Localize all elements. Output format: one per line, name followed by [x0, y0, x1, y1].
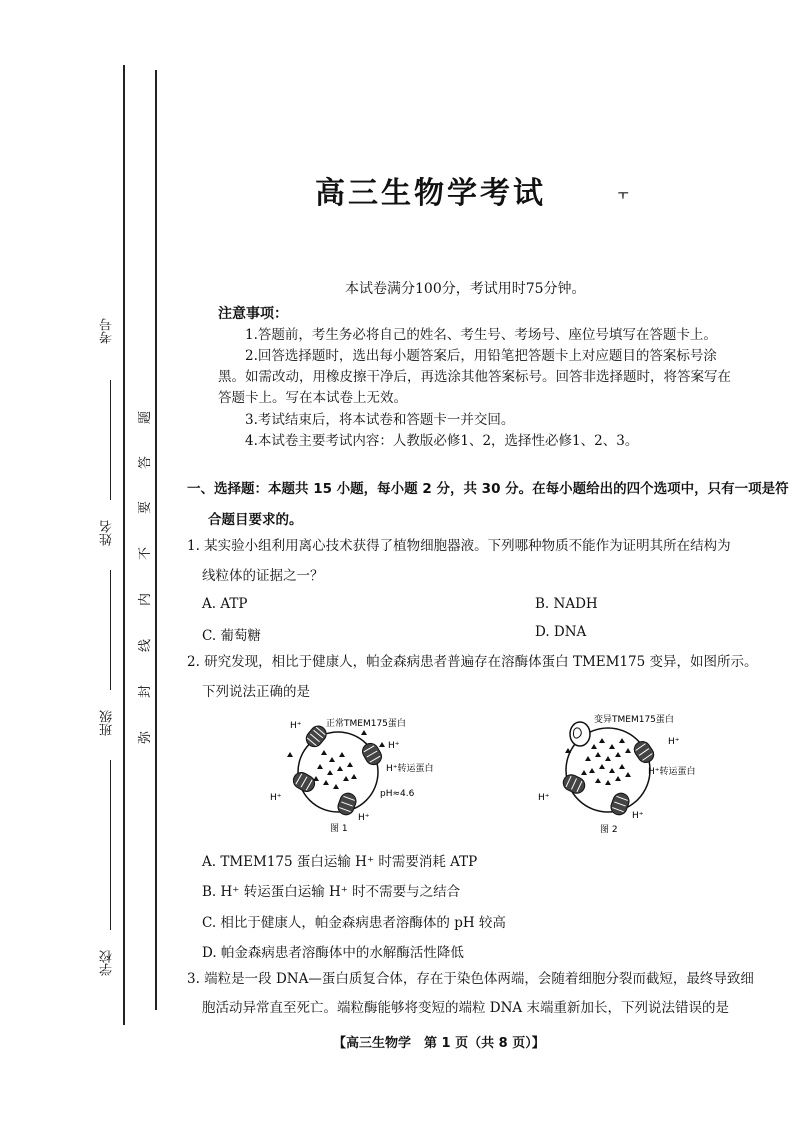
notes-line: 答题卡上。写在本试卷上无效。	[218, 390, 407, 406]
seal-char: 内	[138, 592, 154, 607]
q2-stem-cont: 下列说法正确的是	[202, 684, 310, 700]
q3-stem: 3. 端粒是一段 DNA—蛋白质复合体，存在于染色体两端，会随着细胞分裂而截短，最终导致细	[187, 971, 754, 987]
h-transporter-icon	[561, 772, 588, 796]
fig2-caption: 图 2	[600, 825, 618, 835]
page-footer: 【高三生物学 第 1 页（共 8 页）】	[333, 1036, 545, 1051]
q3-stem-cont: 胞活动异常直至死亡。端粒酶能够将变短的端粒 DNA 末端重新加长，下列说法错误的是	[202, 1000, 729, 1016]
fig1-h-label: H⁺	[270, 793, 282, 803]
notes-line: 1.答题前，考生务必将自己的姓名、考生号、考场号、座位号填写在答题卡上。	[245, 327, 717, 343]
notes-line: 3.考试结束后，将本试卷和答题卡一并交回。	[245, 412, 515, 428]
class-line[interactable]	[110, 760, 111, 930]
fig1-ph-label: pH≈4.6	[380, 789, 415, 799]
seal-char: 线	[138, 638, 154, 653]
q2-stem: 2. 研究发现，相比于健康人，帕金森病患者普遍存在溶酶体蛋白 TMEM175 变异，如图所示。	[187, 654, 758, 670]
seal-char: 答	[138, 455, 154, 470]
notes-heading: 注意事项：	[218, 306, 288, 322]
fig1-normal-protein-label: 正常TMEM175蛋白	[326, 719, 406, 729]
fig2-transporter-label: H⁺转运蛋白	[648, 767, 696, 777]
fig2-h-label: H⁺	[632, 811, 644, 821]
section-heading-cont: 合题目要求的。	[208, 512, 303, 528]
q1-option-a[interactable]: A. ATP	[202, 596, 248, 612]
scan-mark-icon: ᠇	[617, 182, 630, 206]
page-title: 高三生物学考试	[315, 176, 546, 211]
q2-option-c[interactable]: C. 相比于健康人，帕金森病患者溶酶体的 pH 较高	[202, 915, 506, 931]
fig2-h-label: H⁺	[668, 737, 680, 747]
exam-subtitle: 本试卷满分100分，考试用时75分钟。	[345, 281, 586, 297]
h-transporter-icon	[336, 791, 359, 817]
exam-number-label: 考号	[100, 318, 115, 344]
q1-option-b[interactable]: B. NADH	[535, 596, 598, 612]
seal-char: 题	[138, 410, 154, 425]
notes-line: 黑。如需改动，用橡皮擦干净后，再选涂其他答案标号。回答非选择题时，将答案写在	[218, 369, 731, 385]
seal-char: 封	[138, 684, 154, 699]
q2-option-b[interactable]: B. H⁺ 转运蛋白运输 H⁺ 时不需要与之结合	[202, 884, 461, 900]
h-transporter-icon	[631, 738, 657, 765]
fig1-h-label: H⁺	[358, 813, 370, 823]
q2-option-a[interactable]: A. TMEM175 蛋白运输 H⁺ 时需要消耗 ATP	[202, 854, 478, 870]
q2-option-d[interactable]: D. 帕金森病患者溶酶体中的水解酶活性降低	[202, 945, 464, 961]
fig2-h-label: H⁺	[538, 793, 550, 803]
section-heading: 一、选择题：本题共 15 小题，每小题 2 分，共 30 分。在每小题给出的四个选项中，只有一项是符	[187, 481, 789, 497]
name-label: 姓名	[100, 520, 115, 546]
class-label: 班级	[100, 710, 115, 736]
fig1-h-label: H⁺	[290, 721, 302, 731]
q1-stem: 1. 某实验小组利用离心技术获得了植物细胞器液。下列哪种物质不能作为证明其所在结构为	[187, 538, 731, 554]
figure-1-lysosome	[262, 712, 447, 837]
binding-line-left	[123, 65, 125, 1025]
fig1-caption: 图 1	[330, 824, 348, 834]
q1-stem-cont: 线粒体的证据之一？	[202, 568, 324, 584]
fig1-h-label: H⁺	[388, 741, 400, 751]
mutant-tmem175-icon	[570, 722, 590, 746]
exam-number-line[interactable]	[110, 380, 111, 500]
seal-char: 要	[138, 500, 154, 515]
notes-line: 2.回答选择题时，选出每小题答案后，用铅笔把答题卡上对应题目的答案标号涂	[245, 348, 717, 364]
notes-line: 4.本试卷主要考试内容：人教版必修1、2，选择性必修1、2、3。	[245, 433, 639, 449]
q1-option-d[interactable]: D. DNA	[535, 624, 587, 640]
figure-2-lysosome	[528, 708, 718, 838]
seal-char: 弥	[138, 730, 154, 745]
fig2-mutant-protein-label: 变异TMEM175蛋白	[594, 715, 674, 725]
q1-option-c[interactable]: C. 葡萄糖	[202, 628, 261, 644]
h-transporter-icon	[290, 770, 317, 795]
h-transporter-icon	[609, 791, 632, 817]
fig1-transporter-label: H⁺转运蛋白	[386, 764, 434, 774]
name-line[interactable]	[110, 570, 111, 690]
seal-char: 不	[138, 546, 154, 561]
binding-line-right	[155, 70, 157, 1010]
school-label: 学校	[100, 950, 115, 976]
